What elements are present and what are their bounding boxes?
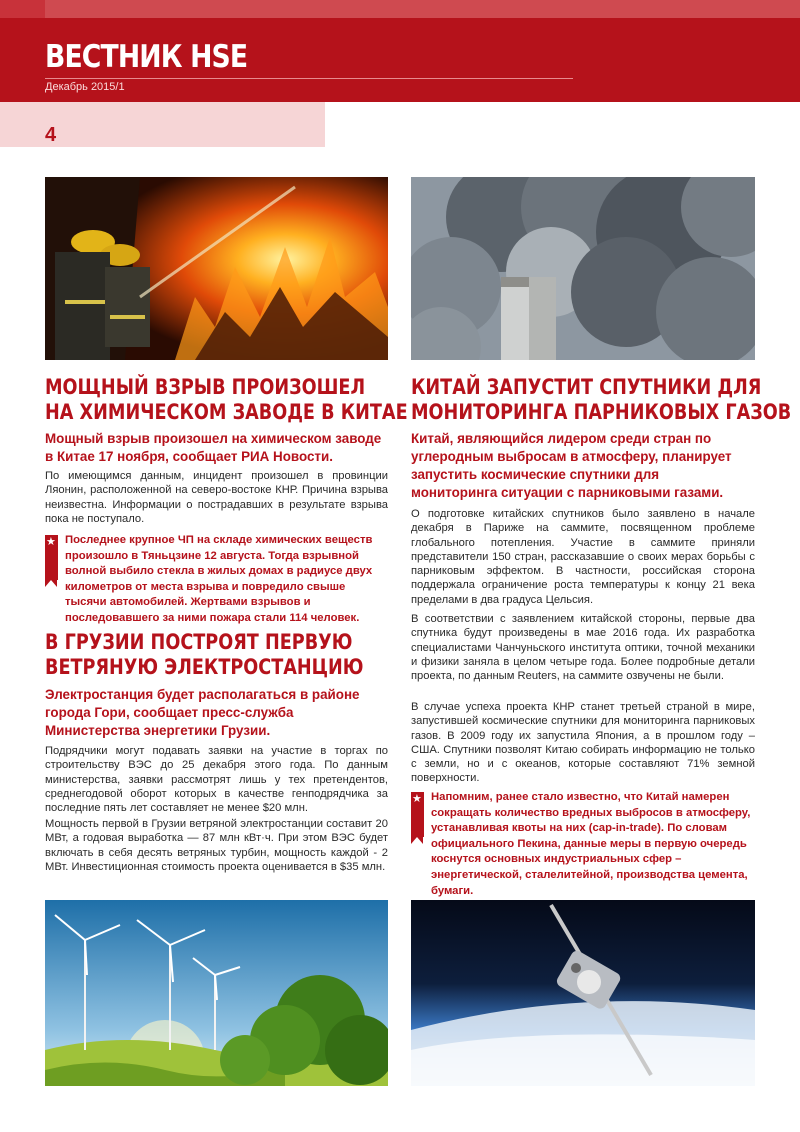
article-lead-wind: Электростанция будет располагаться в районе города Гори, сообщает пресс-служба Министерства энергетики Грузии.: [45, 687, 360, 738]
article-title-wind-line1: В ГРУЗИИ ПОСТРОЯТ ПЕРВУЮ: [45, 630, 353, 654]
note-emission-quotas: Напомним, ранее стало известно, что Китай намерен сокращать количество вредных выбросов в атмосферу, устанавливая квоты на них (cap-in-trade). По словам официального Пекина, данные меры в первую очередь коснутся основных индустриальных сфер – энергетической, сталелитейной, производства цемента, бумаги.: [431, 791, 751, 897]
article-title-explosion-line2: НА ХИМИЧЕСКОМ ЗАВОДЕ В КИТАЕ: [45, 400, 408, 424]
page-number: 4: [45, 124, 57, 146]
article-title-explosion-line1: МОЩНЫЙ ВЗРЫВ ПРОИЗОШЕЛ: [45, 375, 366, 399]
article-lead-satellites: Китай, являющийся лидером среди стран по углеродным выбросам в атмосферу, планирует запустить космические спутники для мониторинга ситуации с парниковыми газами.: [411, 431, 732, 500]
wind-turbines-photo: [45, 900, 388, 1086]
article-body-explosion: По имеющимся данным, инцидент произошел в провинции Ляонин, расположенной на северо-востоке КНР. Причина взрыва неизвестна. Информации о пострадавших в результате взрыва пока не поступало.: [45, 470, 388, 525]
article-body-satellites-p1: О подготовке китайских спутников было заявлено в начале декабря в Париже на саммите, посвященном проблеме глобального потепления. Участие в саммите приняли представители 150 стран, рассказавшие о своих мерах борьбы с парниковым эффектом. В частности, российская сторона поддержала ограничение роста температуры к концу 21 века пределами в два градуса Цельсия.: [411, 508, 755, 606]
star-icon: ★: [412, 793, 422, 805]
article-title-satellites-line1: КИТАЙ ЗАПУСТИТ СПУТНИКИ ДЛЯ: [411, 375, 762, 399]
article-title-wind-line2: ВЕТРЯНУЮ ЭЛЕКТРОСТАНЦИЮ: [45, 655, 364, 679]
article-body-wind-p2: Мощность первой в Грузии ветряной электростанции составит 20 МВт, а годовая выработка — 87 млн кВт·ч. При этом ВЭС будет включать в себя десять ветряных турбин, мощность каждой - 2 МВт. Инвестиционная стоимость проекта оценивается в $35 млн.: [45, 818, 388, 873]
satellite-photo: [411, 900, 755, 1086]
article-body-wind-p1: Подрядчики могут подавать заявки на участие в торгах по строительству ВЭС до 25 декабря этого года. По данным министерства, заявки рассмотрят лишь у тех претендентов, среднегодовой оборот которых в качестве генподрядчика за последние пять лет составляет не менее $20 млн.: [45, 745, 388, 815]
article-body-satellites-p3: В случае успеха проекта КНР станет третьей страной в мире, запустившей космические спутники для мониторинга парниковых газов. В 2009 году их запустила Япония, а в прошлом году – США. Спутники позволят Китаю собирать информацию не только с земли, но и с океанов, которые составляют 71% земной поверхности.: [411, 701, 755, 785]
note-tianjin: Последнее крупное ЧП на складе химических веществ произошло в Тяньцзине 12 августа. Тогда взрывной волной выбило стекла в жилых домах в радиусе двух километров от места взрыва и повредило свыше тысячи автомобилей. Жертвами взрывов и последовавшего за ними пожара стали 114 человек.: [65, 534, 373, 624]
note-bookmark-left: [45, 535, 58, 580]
header-top-strip-accent: [45, 0, 800, 18]
note-bookmark-right: [411, 792, 424, 837]
article-title-satellites-line2: МОНИТОРИНГА ПАРНИКОВЫХ ГАЗОВ: [411, 400, 792, 424]
magazine-title: ВЕСТНИК HSE: [45, 39, 248, 75]
star-icon: ★: [46, 536, 56, 548]
fire-photo: [45, 177, 388, 360]
article-body-satellites-p2: В соответствии с заявлением китайской стороны, первые два спутника будут произведены в мае 2016 года. Их разработка специалистами Чанчуньского института оптики, точной механики и физики заняла в целом четыре года. Более подробные детали проекта, по данным Reuters, на саммите озвучены не были.: [411, 613, 755, 683]
article-lead-explosion: Мощный взрыв произошел на химическом заводе в Китае 17 ноября, сообщает РИА Новости.: [45, 431, 382, 464]
issue-date: Декабрь 2015/1: [45, 81, 125, 93]
smokestack-photo: [411, 177, 755, 360]
header-rule: [45, 78, 573, 79]
